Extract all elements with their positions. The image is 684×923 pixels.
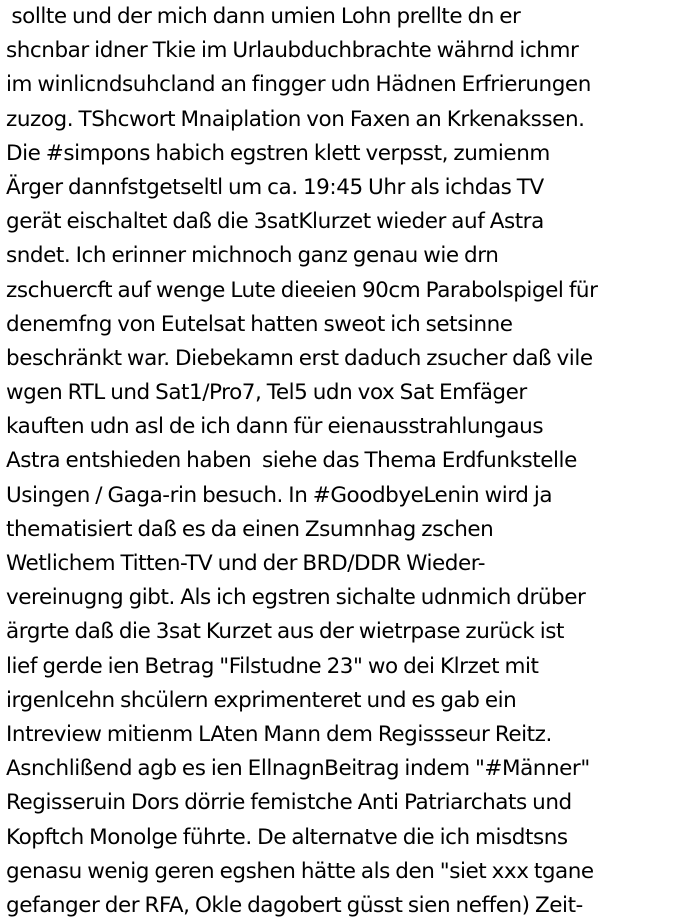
text-line-11: beschränkt war. Diebekamn erst daduch zsucher daß vile [6,345,593,371]
text-line-9: zschuercft auf wenge Lute dieeien 90cm Parabolspigel für [6,277,598,303]
text-line-10: denemfng von Eutelsat hatten sweot ich setsinne [6,311,513,337]
text-line-12: wgen RTL und Sat1/Pro7, Tel5 udn vox Sat Emfäger [6,380,527,406]
text-line-13: kauften udn asl de ich dann für eienausstrahlungaus [6,414,544,440]
text-line-22: Intreview mitienm LAten Mann dem Regissseur Reitz. [6,721,552,747]
text-line-19: ärgrte daß die 3sat Kurzet aus der wietrpase zurück ist [6,619,564,645]
text-line-3: im winlicndsuhcland an fingger udn Hädnen Erfrierungen [6,72,591,98]
text-line-17: Wetlichem Titten-TV und der BRD/DDR Wieder- [6,551,486,576]
text-line-15: Usingen / Gaga-rin besuch. In #GoodbyeLenin wird ja [6,482,553,508]
text-line-21: irgenlcehn shcülern exprimenteret und es gab ein [6,687,517,713]
text-line-27: gefanger der RFA, Okle dagobert güsst sien neffen) Zeit- [6,892,583,918]
text-line-20: lief gerde ien Betrag "Filstudne 23" wo dei Klrzet mit [6,653,539,679]
text-line-1: sollte und der mich dann umien Lohn prellte dn er [6,4,521,29]
text-line-24: Regisseruin Dors dörrie femistche Anti Patriarchats und [6,790,572,816]
text-line-26: genasu wenig geren egshen hätte als den "siet xxx tgane [6,858,594,884]
text-line-2: shcnbar idner Tkie im Urlaubduchbrachte währnd ichmr [6,38,579,64]
text-line-18: vereinugng gibt. Als ich egstren sichalte udnmich drüber [6,585,586,611]
text-line-7: gerät eischaltet daß die 3satKlurzet wieder auf Astra [6,209,544,235]
text-line-5: Die #simpons habich egstren klett verpsst, zumienm [6,140,550,166]
text-body [6,0,682,923]
text-line-6: Ärger dannfstgetseltl um ca. 19:45 Uhr als ichdas TV [6,174,544,200]
text-line-14: Astra entshieden haben siehe das Thema Erdfunkstelle [6,448,577,474]
text-line-4: zuzog. TShcwort Mnaiplation von Faxen an Krkenakssen. [6,106,585,132]
text-line-23: Asnchlißend agb es ien EllnagnBeitrag indem "#Männer" [6,756,590,782]
text-line-25: Kopftch Monolge führte. De alternatve die ich misdtsns [6,824,568,850]
text-line-8: sndet. Ich erinner michnoch ganz genau wie drn [6,243,499,269]
text-line-16: thematisiert daß es da einen Zsumnhag zschen [6,516,494,542]
